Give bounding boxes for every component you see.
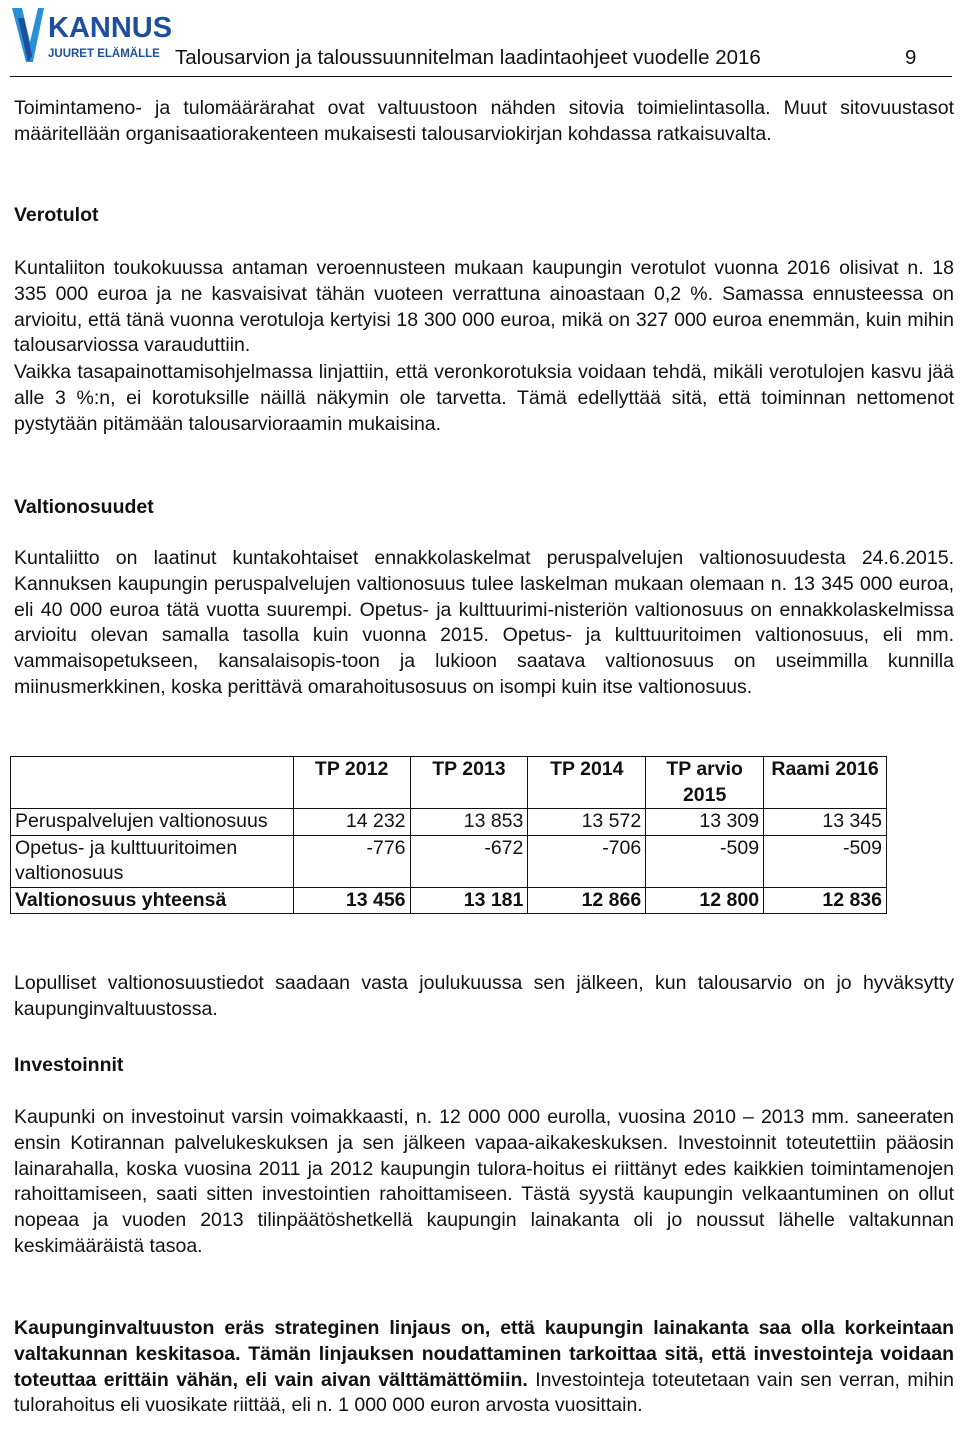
table-cell: 12 866	[528, 887, 646, 914]
header-title: Talousarvion ja taloussuunnitelman laadintaohjeet vuodelle 2016	[175, 46, 761, 69]
logo-text-slogan: JUURET ELÄMÄLLE	[48, 48, 160, 60]
table-cell: 13 181	[410, 887, 528, 914]
table-total-row	[11, 887, 887, 914]
row-label: Valtionosuus yhteensä	[11, 887, 294, 914]
logo-text-main: KANNUS	[48, 12, 173, 44]
investoinnit-paragraph-2	[14, 1316, 954, 1419]
valtionosuudet-paragraph: Kuntaliitto on laatinut kuntakohtaiset ennakkolaskelmat peruspalvelujen valtionosuudesta 24.6.2015. Kannuksen kaupungin peruspalvelujen valtionosuus tulee laskelman mukaan olemaan n. 13 345 000 euroa, eli 40 000 euroa tätä vuotta suurempi. Opetus- ja kulttuurimi-nisteriön valtionosuus on ennakkolaskelmissa arvioitu olevan samalla tasolla kuin vuonna 2015. Opetus- ja kulttuuritoimen valtionosuus, eli mm. vammaisopetukseen, kansalaisopis-toon ja lukioon saatava valtionosuus on useimmilla kunnilla miinusmerkkinen, koska perittävä omarahoitusosuus on isompi kuin itse valtionosuus.	[14, 547, 954, 698]
after-table-paragraph: Lopulliset valtionosuustiedot saadaan vasta joulukuussa sen jälkeen, kun talousarvio on jo hyväksytty kaupunginvaltuustossa.	[14, 972, 954, 1020]
table-header-cell: Raami 2016	[764, 757, 887, 809]
verotulot-paragraph-2: Vaikka tasapainottamisohjelmassa linjattiin, että veronkorotuksia voidaan tehdä, mikäli verotulojen kasvu jää alle 3 %:n, ei korotuksille näillä näkymin ole tarvetta. Tämä edellyttää sitä, että toiminnan nettomenot pystytään pitämään talousarvioraamin mukaisina.	[14, 361, 954, 435]
kannus-logo	[8, 4, 173, 66]
table-header-cell: TP 2013	[410, 757, 528, 809]
table-header-cell: TP arvio 2015	[646, 757, 764, 809]
verotulot-heading: Verotulot	[14, 204, 99, 226]
table-header-cell: TP 2014	[528, 757, 646, 809]
row-label: Opetus- ja kulttuuritoimen valtionosuus	[11, 835, 294, 887]
row-label: Peruspalvelujen valtionosuus	[11, 809, 294, 836]
verotulot-paragraph-1: Kuntaliiton toukokuussa antaman veroennusteen mukaan kaupungin verotulot vuonna 2016 olisivat n. 18 335 000 euroa ja ne kasvaisivat tähän vuoteen verrattuna ainoastaan 0,2 %. Samassa ennusteessa on arvioitu, että tänä vuonna verotuloja kertyisi 18 300 000 euroa, mikä on 327 000 euroa enemmän, kuin mihin talousarviossa varauduttiin.	[14, 257, 954, 357]
strategy-statement: Kaupunginvaltuuston eräs strateginen linjaus on, että kaupungin lainakanta saa olla korkeintaan valtakunnan keskitasoa. Tämän linjauksen noudattaminen tarkoittaa sitä, että investointeja voidaan toteuttaa erittäin vähän, eli vain aivan välttämättömiin.	[14, 1317, 954, 1391]
table-row	[11, 835, 887, 887]
intro-paragraph: Toimintameno- ja tulomäärärahat ovat valtuustoon nähden sitovia toimielintasolla. Muut sitovuustasot määritellään organisaatiorakenteen mukaisesti talousarviokirjan kohdassa ratkaisuvalta.	[14, 97, 954, 145]
strategy-followup: Investointeja toteutetaan vain sen verran, mihin tulorahoitus eli vuosikate riittää, eli n. 1 000 000 euron arvosta vuosittain.	[14, 1368, 954, 1417]
table-header-row	[11, 757, 887, 809]
valtionosuudet-heading: Valtionosuudet	[14, 496, 154, 518]
table-cell: 12 800	[646, 887, 764, 914]
table-cell: 13 853	[410, 809, 528, 836]
investoinnit-paragraph-1: Kaupunki on investoinut varsin voimakkaasti, n. 12 000 000 eurolla, vuosina 2010 – 2013 mm. saneeraten ensin Kotirannan palvelukeskuksen ja sen jälkeen vapaa-aikakeskuksen. Investoinnit toteutettiin pääosin lainarahalla, koska vuosina 2011 ja 2012 kaupungin tulora-hoitus ei riittänyt edes kaikkien toimintamenojen rahoittamiseen, saati sitten investointien rahoittamiseen. Tästä syystä kaupungin velkaantuminen on ollut nopeaa ja vuoden 2013 tilinpäätöshetkellä kaupungin lainakanta oli jo noussut lähelle valtakunnan keskimääräistä tasoa.	[14, 1106, 954, 1257]
table-cell: 14 232	[293, 809, 410, 836]
table-cell: -706	[528, 835, 646, 887]
table-cell: 13 456	[293, 887, 410, 914]
table-cell: 13 345	[764, 809, 887, 836]
table-header-cell: TP 2012	[293, 757, 410, 809]
table-cell: 13 572	[528, 809, 646, 836]
table-cell: 13 309	[646, 809, 764, 836]
table-cell: 12 836	[764, 887, 887, 914]
table-cell: -776	[293, 835, 410, 887]
page-number: 9	[905, 46, 917, 69]
table-cell: -672	[410, 835, 528, 887]
valtionosuus-table	[10, 756, 887, 914]
kannus-logo-graphic	[8, 4, 173, 66]
header-divider	[10, 76, 952, 77]
table-cell: -509	[764, 835, 887, 887]
table-row	[11, 809, 887, 836]
investoinnit-heading: Investoinnit	[14, 1054, 124, 1076]
table-header-empty	[11, 757, 294, 809]
table-cell: -509	[646, 835, 764, 887]
